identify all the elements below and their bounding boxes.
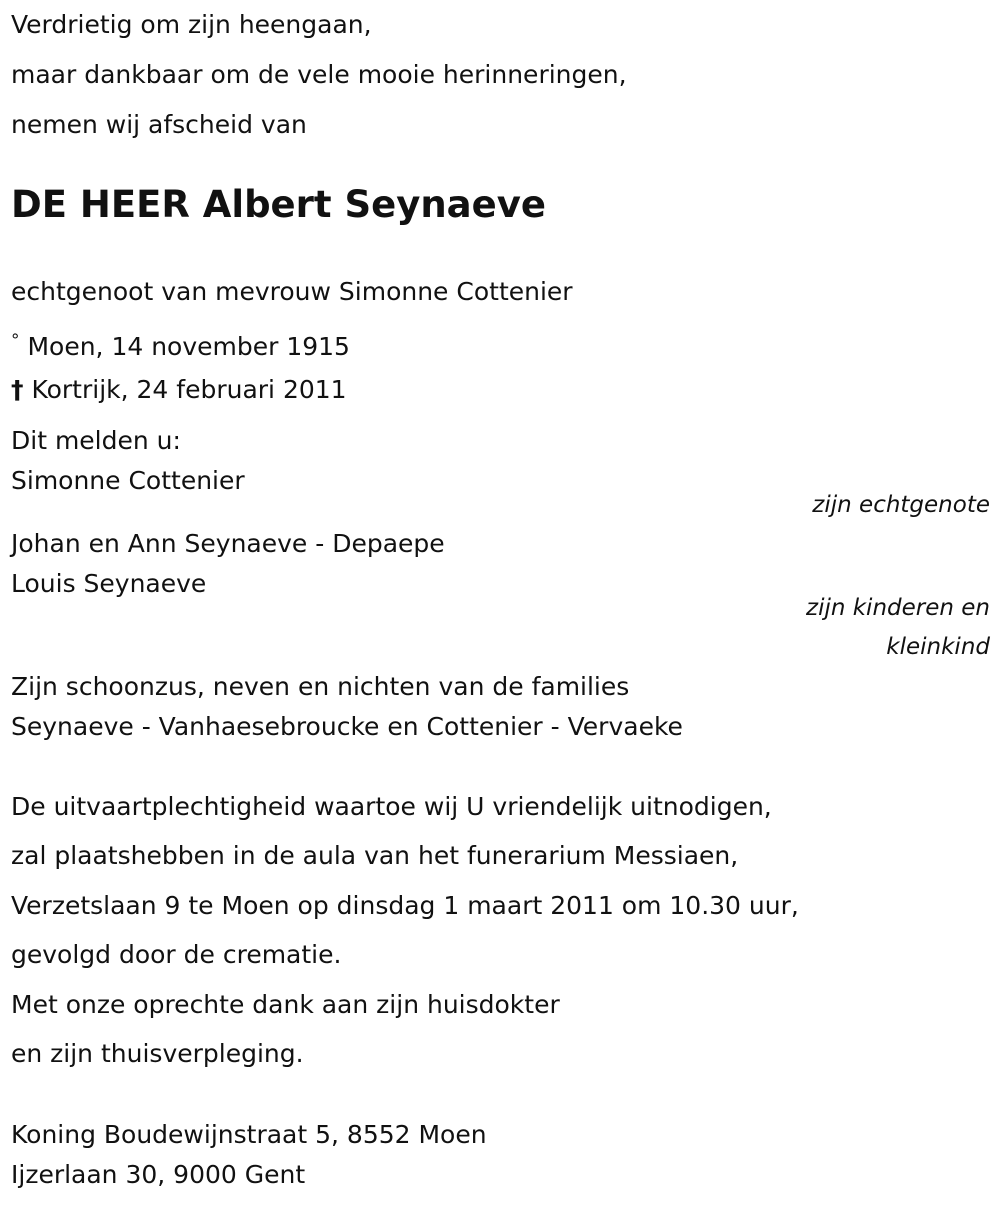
spouse-line: echtgenoot van mevrouw Simonne Cottenier: [11, 277, 573, 306]
death-date: Kortrijk, 24 februari 2011: [31, 375, 347, 404]
death-cross-icon: †: [11, 375, 24, 404]
birth-line: [11, 326, 350, 362]
mourner-children-relation-1: zijn kinderen en: [806, 595, 990, 621]
birth-date: Moen, 14 november 1915: [27, 332, 350, 361]
address-1: Koning Boudewijnstraat 5, 8552 Moen: [11, 1120, 487, 1149]
mourner-children-name-2: Louis Seynaeve: [11, 569, 207, 598]
ceremony-line-3: Verzetslaan 9 te Moen op dinsdag 1 maart 2011 om 10.30 uur,: [11, 891, 799, 920]
mourner-children-relation-2: kleinkind: [886, 634, 990, 660]
intro-line-1: Verdrietig om zijn heengaan,: [11, 10, 372, 39]
families-line-2: Seynaeve - Vanhaesebroucke en Cottenier - Vervaeke: [11, 712, 683, 741]
ceremony-line-5: Met onze oprechte dank aan zijn huisdokter: [11, 990, 560, 1019]
ceremony-line-1: De uitvaartplechtigheid waartoe wij U vriendelijk uitnodigen,: [11, 792, 772, 821]
mourner-spouse-name: Simonne Cottenier: [11, 466, 245, 495]
address-2: Ijzerlaan 30, 9000 Gent: [11, 1160, 306, 1189]
ceremony-line-2: zal plaatshebben in de aula van het funerarium Messiaen,: [11, 841, 739, 870]
mourner-children-name-1: Johan en Ann Seynaeve - Depaepe: [11, 529, 445, 558]
families-line-1: Zijn schoonzus, neven en nichten van de families: [11, 672, 630, 701]
birth-symbol: °: [11, 331, 20, 351]
mourner-spouse-relation: zijn echtgenote: [812, 492, 990, 518]
intro-line-3: nemen wij afscheid van: [11, 110, 307, 139]
intro-line-2: maar dankbaar om de vele mooie herinneringen,: [11, 60, 627, 89]
announcement: Dit melden u:: [11, 426, 181, 455]
ceremony-line-4: gevolgd door de crematie.: [11, 940, 342, 969]
death-line: [11, 375, 347, 405]
ceremony-line-6: en zijn thuisverpleging.: [11, 1039, 304, 1068]
deceased-name: DE HEER Albert Seynaeve: [11, 183, 546, 226]
